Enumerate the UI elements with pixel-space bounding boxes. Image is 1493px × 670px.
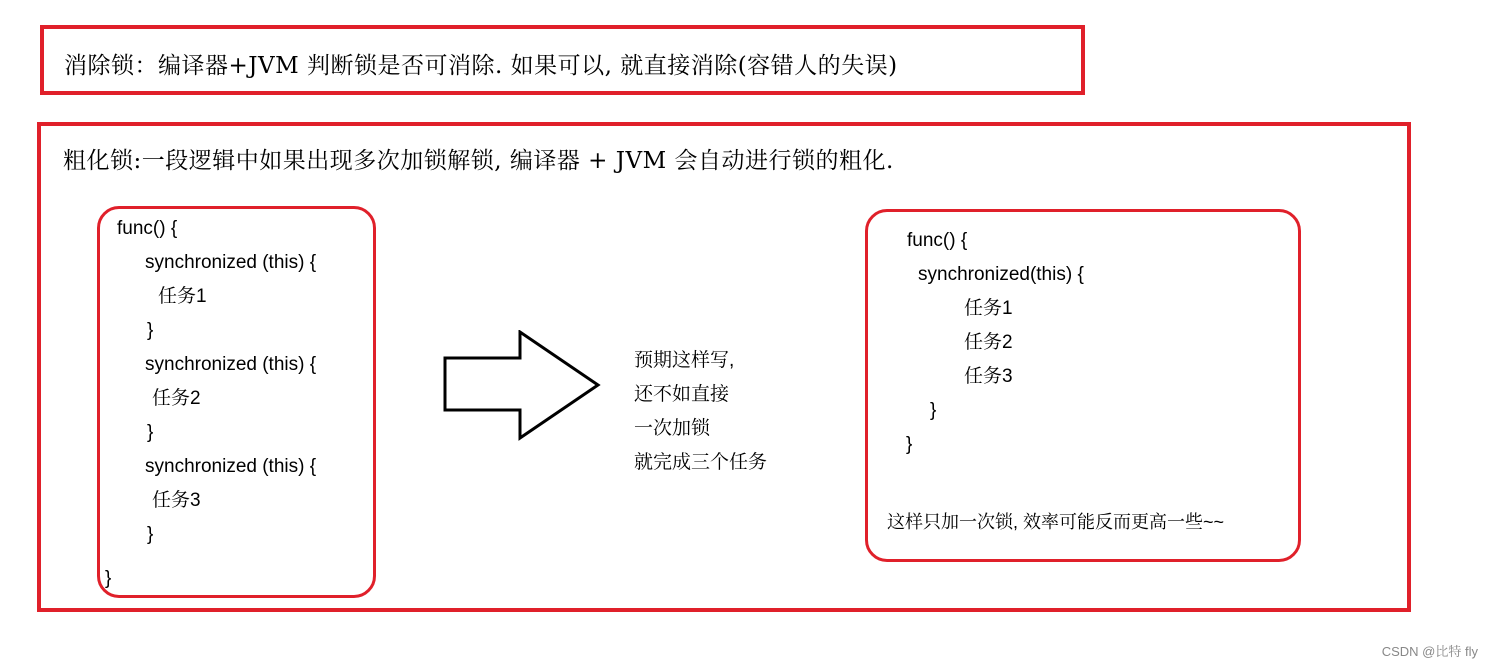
lock-elimination-text: 消除锁：编译器+JVM 判断锁是否可消除. 如果可以, 就直接消除(容错人的失误) xyxy=(64,53,898,79)
code-line: 任务1 xyxy=(158,286,207,307)
lock-elimination-box xyxy=(40,25,1085,95)
code-line: 任务1 xyxy=(964,298,1013,319)
code-line: synchronized (this) { xyxy=(145,354,317,375)
middle-note-line: 还不如直接 xyxy=(634,384,730,405)
lock-coarsening-text: 粗化锁:一段逻辑中如果出现多次加锁解锁, 编译器 + JVM 会自动进行锁的粗化. xyxy=(63,148,894,174)
code-line: synchronized (this) { xyxy=(145,456,317,477)
right-arrow-icon xyxy=(443,330,603,442)
code-line: } xyxy=(930,400,937,421)
after-code-box xyxy=(865,209,1301,562)
code-line: synchronized (this) { xyxy=(145,252,317,273)
code-line: func() { xyxy=(117,218,178,239)
code-line: } xyxy=(105,568,112,589)
code-line: } xyxy=(906,434,913,455)
code-line: func() { xyxy=(907,230,968,251)
code-line: } xyxy=(147,422,154,443)
code-line: 任务2 xyxy=(964,332,1013,353)
middle-note-line: 预期这样写, xyxy=(634,350,735,371)
before-code-box xyxy=(97,206,376,598)
middle-note-line: 一次加锁 xyxy=(634,418,711,439)
after-code-note: 这样只加一次锁, 效率可能反而更高一些~~ xyxy=(887,512,1225,532)
code-line: } xyxy=(147,524,154,545)
middle-note-line: 就完成三个任务 xyxy=(634,452,768,473)
code-line: synchronized(this) { xyxy=(918,264,1084,285)
watermark: CSDN @比特 fly xyxy=(1381,644,1478,659)
code-line: 任务3 xyxy=(964,366,1013,387)
code-line: } xyxy=(147,320,154,341)
code-line: 任务2 xyxy=(152,388,201,409)
code-line: 任务3 xyxy=(152,490,201,511)
